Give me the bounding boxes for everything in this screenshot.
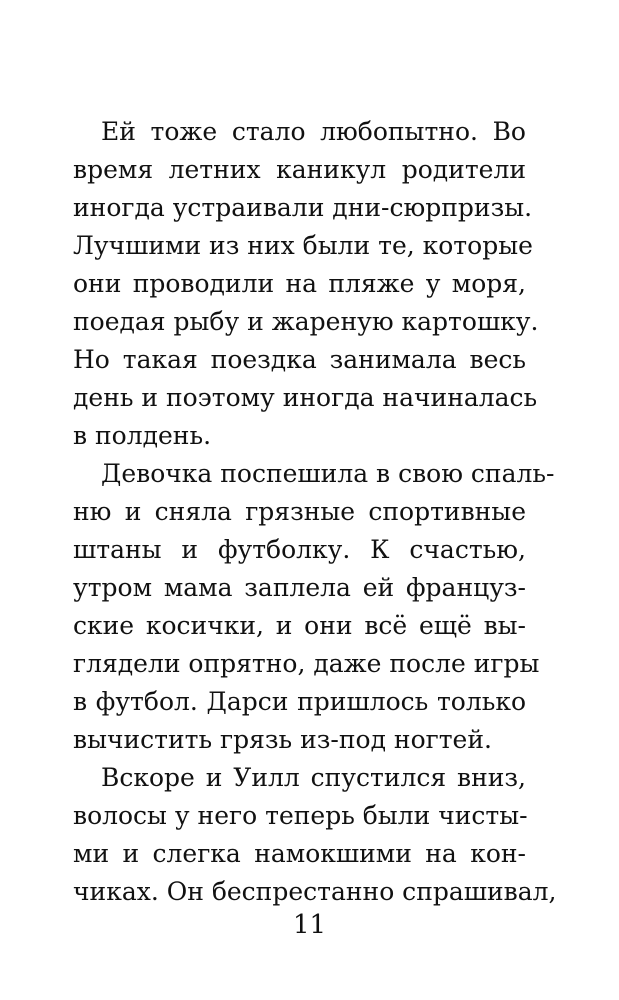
text-line: глядели опрятно, даже после игры [73,649,540,678]
text-line: Но такая поездка занимала весь [73,345,526,374]
text-line: в футбол. Дарси пришлось только [73,687,526,716]
text-line: ские косички, и они всё ещё вы- [73,611,526,640]
text-line: ми и слегка намокшими на кон- [73,839,526,868]
text-line: время летних каникул родители [73,155,526,184]
text-line: вычистить грязь из-под ногтей. [73,725,492,754]
text-line: поедая рыбу и жареную картошку. [73,307,539,336]
text-line: в полдень. [73,421,212,450]
text-line: день и поэтому иногда начиналась [73,383,538,412]
text-line: они проводили на пляже у моря, [73,269,526,298]
page-number: 11 [292,910,327,940]
text-line: Лучшими из них были те, которые [73,231,533,260]
text-line: Девочка поспешила в свою спаль- [101,459,555,488]
text-line: чиках. Он беспрестанно спрашивал, [73,877,557,906]
text-line: Вскоре и Уилл спустился вниз, [101,763,526,792]
text-line: штаны и футболку. К счастью, [73,535,526,564]
text-line: иногда устраивали дни-сюрпризы. [73,193,533,222]
text-line: волосы у него теперь были чисты- [73,801,528,830]
text-line: Ей тоже стало любопытно. Во [101,117,526,146]
text-line: ню и сняла грязные спортивные [73,497,526,526]
text-line: утром мама заплела ей француз- [73,573,526,602]
